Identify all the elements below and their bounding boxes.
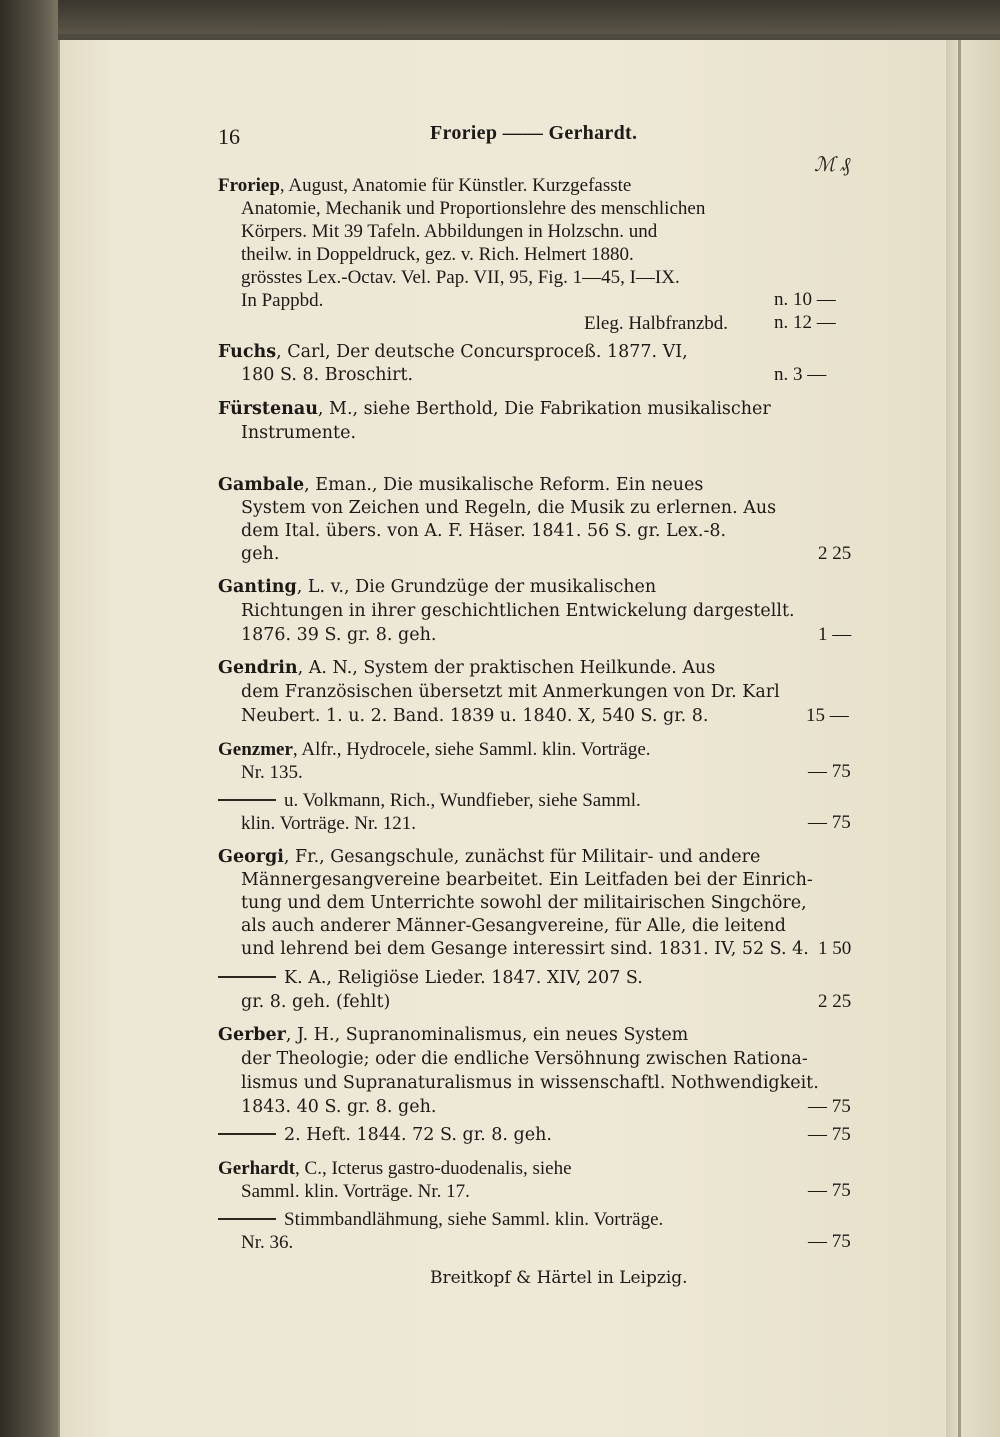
entry-gerber-line-2: der Theologie; oder die endliche Versöhnung zwischen Rationa- <box>241 1049 808 1069</box>
entry-froriep-line-3: Körpers. Mit 39 Tafeln. Abbildungen in Holzschn. und <box>241 221 658 242</box>
entry-froriep-price-1: n. 10 — <box>774 289 836 310</box>
entry-gendrin-line-3: Neubert. 1. u. 2. Band. 1839 u. 1840. X, 540 S. gr. 8. <box>241 706 709 726</box>
entry-georgi2-line-2: gr. 8. geh. (fehlt) <box>241 992 391 1012</box>
entry-georgi2-line-1 <box>218 967 643 990</box>
entry-fuerstenau-line-2: Instrumente. <box>241 423 357 443</box>
entry-gerber-line-3: lismus und Supranaturalismus in wissenschaftl. Nothwendigkeit. <box>241 1073 819 1093</box>
entry-gerber-price: — 75 <box>808 1096 851 1117</box>
entry-gerber-line-4: 1843. 40 S. gr. 8. geh. <box>241 1097 437 1117</box>
entry-volkmann-line-2: klin. Vorträge. Nr. 121. <box>241 813 417 834</box>
entry-genzmer-line-1: Genzmer, Alfr., Hydrocele, siehe Samml. klin. Vorträge. <box>218 739 651 760</box>
book-binding-left <box>0 0 58 1437</box>
entry-georgi2-price: 2 25 <box>818 991 852 1012</box>
entry-ganting-price: 1 — <box>818 624 852 645</box>
entry-volkmann-text: u. Volkmann, Rich., Wundfieber, siehe Samml. <box>284 790 641 811</box>
entry-ganting-line-3: 1876. 39 S. gr. 8. geh. <box>241 625 437 645</box>
entry-fuchs-price: n. 3 — <box>774 364 827 385</box>
entry-gendrin-price: 15 — <box>806 705 849 726</box>
entry-fuerstenau-line-1: Fürstenau, M., siehe Berthold, Die Fabrikation musikalischer <box>218 399 771 419</box>
entry-georgi2-text: K. A., Religiöse Lieder. 1847. XIV, 207 S. <box>284 968 643 988</box>
entry-froriep-line-1: Froriep, August, Anatomie für Künstler. Kurzgefasste <box>218 175 632 196</box>
entry-froriep-line-4: theilw. in Doppeldruck, gez. v. Rich. Helmert 1880. <box>241 244 634 265</box>
entry-gendrin-line-2: dem Französischen übersetzt mit Anmerkungen von Dr. Karl <box>241 682 780 702</box>
entry-ganting-line-2: Richtungen in ihrer geschichtlichen Entwickelung dargestellt. <box>241 601 795 621</box>
running-head: Froriep —— Gerhardt. <box>430 122 638 144</box>
ditto-dash <box>218 1218 276 1220</box>
entry-gerhardt-price: — 75 <box>808 1180 851 1201</box>
entry-volkmann-line-1 <box>218 789 641 812</box>
entry-gerhardt-line-2: Samml. klin. Vorträge. Nr. 17. <box>241 1181 470 1202</box>
entry-fuchs-line-1: Fuchs, Carl, Der deutsche Concursproceß. 1877. VI, <box>218 342 688 362</box>
entry-ganting-line-1: Ganting, L. v., Die Grundzüge der musikalischen <box>218 577 657 597</box>
entry-gambale-line-3: dem Ital. übers. von A. F. Häser. 1841. 56 S. gr. Lex.-8. <box>241 521 727 541</box>
entry-gerhardt2-text: Stimmbandlähmung, siehe Samml. klin. Vorträge. <box>284 1209 664 1230</box>
ditto-dash <box>218 799 276 801</box>
entry-froriep-line-6: In Pappbd. <box>241 290 324 311</box>
entry-gerber2-text: 2. Heft. 1844. 72 S. gr. 8. geh. <box>284 1125 552 1145</box>
entry-georgi-line-1: Georgi, Fr., Gesangschule, zunächst für Militair- und andere <box>218 847 761 867</box>
page-number: 16 <box>218 124 240 149</box>
entry-genzmer-price: — 75 <box>808 761 851 782</box>
entry-georgi-line-3: tung und dem Unterrichte sowohl der militairischen Singchöre, <box>241 893 807 913</box>
entry-gerhardt2-line-1 <box>218 1208 663 1231</box>
ditto-dash <box>218 1133 276 1135</box>
entry-gerber2-line-1 <box>218 1124 552 1147</box>
entry-gerber2-price: — 75 <box>808 1124 851 1145</box>
next-page-edge <box>944 40 1000 1437</box>
currency-column-heading: ℳ ₰ <box>814 154 851 176</box>
publisher-footer: Breitkopf & Härtel in Leipzig. <box>430 1268 688 1288</box>
entry-fuchs-line-2: 180 S. 8. Broschirt. <box>241 365 414 385</box>
entry-froriep-line-2: Anatomie, Mechanik und Proportionslehre des menschlichen <box>241 198 706 219</box>
page-fold-line <box>958 40 961 1437</box>
page-header <box>218 118 868 154</box>
entry-gerhardt-line-1: Gerhardt, C., Icterus gastro-duodenalis, siehe <box>218 1158 572 1179</box>
entry-gerhardt2-price: — 75 <box>808 1231 851 1252</box>
entry-gambale-line-2: System von Zeichen und Regeln, die Musik zu erlernen. Aus <box>241 498 777 518</box>
entry-georgi-line-2: Männergesangvereine bearbeitet. Ein Leitfaden bei der Einrich- <box>241 870 813 890</box>
entry-gerber-line-1: Gerber, J. H., Supranominalismus, ein neues System <box>218 1025 689 1045</box>
entry-froriep-price-2: n. 12 — <box>774 312 836 333</box>
entry-gambale-line-4: geh. <box>241 544 280 564</box>
entry-gendrin-line-1: Gendrin, A. N., System der praktischen Heilkunde. Aus <box>218 658 716 678</box>
entry-georgi-price: 1 50 <box>818 938 852 959</box>
entry-volkmann-price: — 75 <box>808 812 851 833</box>
entry-genzmer-line-2: Nr. 135. <box>241 762 303 783</box>
entry-gambale-price: 2 25 <box>818 543 852 564</box>
book-edge-top <box>0 0 1000 34</box>
entry-froriep-line-5: grösstes Lex.-Octav. Vel. Pap. VII, 95, Fig. 1—45, I—IX. <box>241 267 680 288</box>
entry-georgi-line-5: und lehrend bei dem Gesange interessirt sind. 1831. IV, 52 S. 4. <box>241 939 809 959</box>
entry-froriep-line-7: Eleg. Halbfranzbd. <box>584 313 729 334</box>
entry-gerhardt2-line-2: Nr. 36. <box>241 1232 294 1253</box>
entry-georgi-line-4: als auch anderer Männer-Gesangvereine, für Alle, die leitend <box>241 916 787 936</box>
entry-gambale-line-1: Gambale, Eman., Die musikalische Reform. Ein neues <box>218 475 704 495</box>
ditto-dash <box>218 976 276 978</box>
